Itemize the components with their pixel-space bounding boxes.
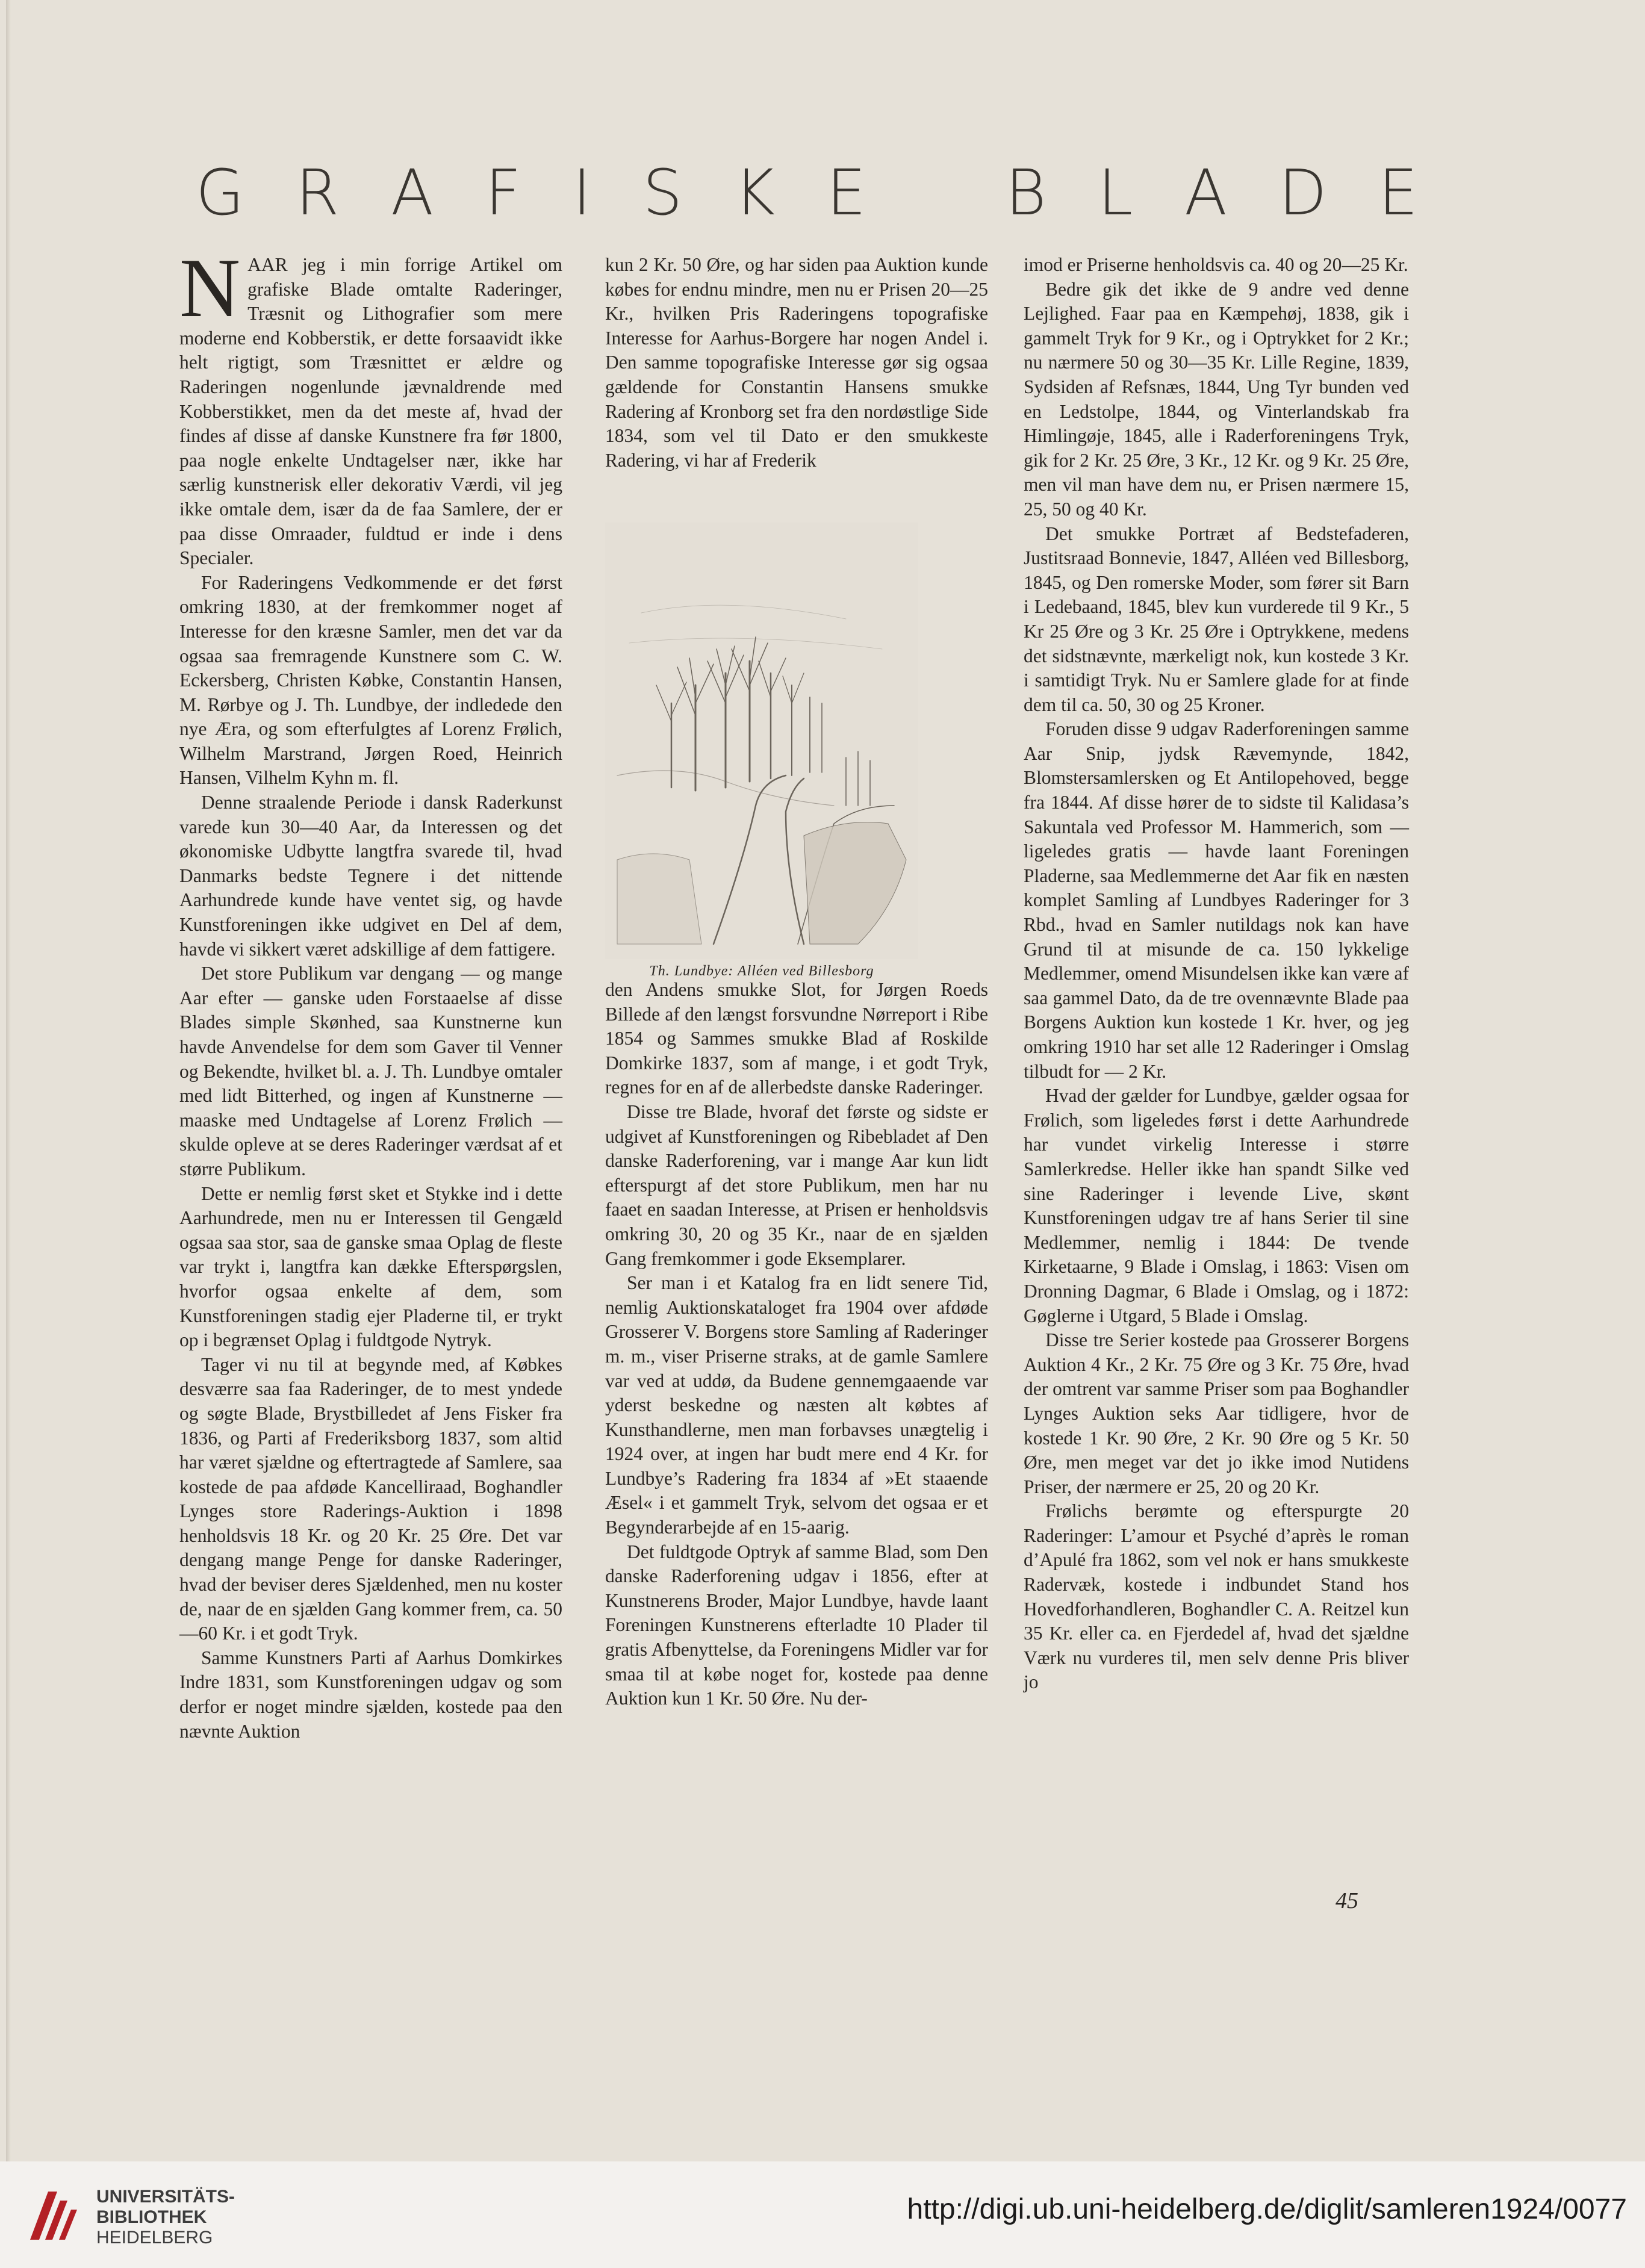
paragraph: Det fuldtgode Optryk af samme Blad, som Den danske Raderforening udgav i 1856, efter at Kunstnerens Broder, Major Lundbye, havde laant Foreningen Kunstnerens efterladte 10 Plader til gratis Afbenyttelse, da Foreningens Midler var for smaa til at købe noget for, kostede paa denne Auktion kun 1 Kr. 50 Øre. Nu der- — [605, 1541, 988, 1709]
paragraph: Tager vi nu til at begynde med, af Købkes desværre saa faa Raderinger, de to mest yndede og søgte Blade, Brystbilledet af Jens Fisker fra 1836, og Parti af Frederiksborg 1837, som altid har været sjældne og eftertragtede af Samlere, saa kostede de paa afdøde Kancelliraad, Boghandler Lynges store Raderings-Auktion i 1898 henholdsvis 18 Kr. og 20 Kr. 25 Øre. Det var dengang mange Penge for danske Raderinger, hvad der beviser deres Sjældenhed, men nu koster de, naar de en sjælden Gang kommer frem, ca. 50—60 Kr. i et godt Tryk. — [179, 1353, 562, 1644]
etching-image — [605, 523, 918, 959]
library-logo-icon — [24, 2186, 84, 2249]
drop-cap: N — [179, 241, 241, 335]
text-column-2-bottom — [605, 978, 988, 1711]
paragraph: For Raderingens Vedkommende er det først omkring 1830, at der fremkommer noget af Interesse for den kræsne Samler, men det var da ogsaa saa fremragende Kunstnere som C. W. Eckersberg, Christen Købke, Constantin Hansen, M. Rørbye og J. Th. Lundbye, der indledede den nye Æra, og som efterfulgtes af Lorenz Frølich, Wilhelm Marstrand, Jørgen Roed, Heinrich Hansen, Vilhelm Kyhn m. fl. — [179, 571, 562, 789]
paragraph: Denne straalende Periode i dansk Raderkunst varede kun 30—40 Aar, da Interessen og det økonomiske Udbytte langtfra svarede til, hvad Danmarks bedste Tegnere i det nittende Aarhundrede kunde have ventet sig, og havde Kunstforeningen ikke udgivet en Del af dem, havde vi sikkert været adskillige af dem fattigere. — [179, 792, 562, 960]
title-letter: S — [642, 156, 683, 229]
page-number: 45 — [1336, 1888, 1358, 1913]
paragraph: Hvad der gælder for Lundbye, gælder ogsaa for Frølich, som ligeledes først i dette Aarhundrede har vundet virkelig Interesse i større Samlerkredse. Heller ikke han spandt Silke ved sine Raderinger i levende Live, skønt Kunstforeningen udgav tre af hans Serier til sine Medlemmer, nemlig i 1844: De tvende Kirketaarne, 9 Blade i Omslag, i 1863: Visen om Dronning Dagmar, 6 Blade i Omslag, og i 1872: Gøglerne i Utgard, 5 Blade i Omslag. — [1024, 1085, 1409, 1326]
paragraph: Ser man i et Katalog fra en lidt senere Tid, nemlig Auktionskataloget fra 1904 over afdøde Grosserer V. Borgens store Samling af Raderinger m. m., viser Priserne straks, at de gamle Samlere var ved at uddø, da Budene gennemgaaende var yderst beskedne og næsten alt købtes af Kunsthandlerne, men man forbavses unægtelig i 1924 over, at ingen har budt mere end 4 Kr. for Lundbye’s Radering fra 1834 af »Et staaende Æsel« i et gammelt Tryk, selvom det ogsaa er et Begynderarbejde af en 15-aarig. — [605, 1272, 988, 1538]
page-title — [196, 151, 1418, 235]
text-column-1 — [179, 241, 562, 1744]
paragraph: Dette er nemlig først sket et Stykke ind i dette Aarhundrede, men nu er Interessen til Gengæld ogsaa saa stor, saa de ganske smaa Oplag de fleste var trykt i, langtfra kan dække Efterspørgslen, hvorfor ogsaa enkelte af dem, som Kunstforeningen stadig ejer Pladerne til, er trykt op i begrænset Oplag i fuldtgode Nytryk. — [179, 1182, 562, 1351]
title-letter: G — [196, 156, 244, 229]
paragraph: Foruden disse 9 udgav Raderforeningen samme Aar Snip, jydsk Rævemynde, 1842, Blomstersamlersken og Et Antilopehoved, begge fra 1844. Af disse hører de to sidste til Kalidasa’s Sakuntala ved Professor M. Hammerich, som — ligeledes gratis — havde laant Foreningen Pladerne, saa Medlemmerne det Aar fik en næsten komplet Samling af Lundbyes Raderinger for 3 Rbd., hvad en Samler nutildags nok kan have Grund til at misunde de ca. 150 lykkelige Medlemmer, omend Misundelsen ikke kan være af saa gammel Dato, da de tre ovennævnte Blade paa Borgens Auktion kun kostede 1 Kr. hver, og jeg omkring 1910 har set alle 12 Raderinger i Omslag tilbudt for — 2 Kr. — [1024, 718, 1409, 1082]
paragraph: Det smukke Portræt af Bedstefaderen, Justitsraad Bonnevie, 1847, Alléen ved Billesborg, 1845, og Den romerske Moder, som fører sit Barn i Ledebaand, 1845, blev kun vurderede til 9 Kr., 5 Kr 25 Øre og 3 Kr. 25 Øre i Optrykkene, medens det sidstnævnte, mærkeligt nok, kun kostede 3 Kr. i samtidigt Tryk. Nu er Samlere glade for at finde dem til ca. 50, 30 og 25 Kroner. — [1024, 523, 1409, 715]
paragraph: Disse tre Serier kostede paa Grosserer Borgens Auktion 4 Kr., 2 Kr. 75 Øre og 3 Kr. 75 Øre, hvad der omtrent var samme Priser som paa Boghandler Lynges Auktion seks Aar tidligere, hvor de kostede 1 Kr. 90 Øre, 2 Kr. 90 Øre og 5 Kr. 50 Øre, men meget var det jo ikke imod Nutidens Priser, der nærmere er 25, 20 og 20 Kr. — [1024, 1329, 1409, 1497]
title-letter: E — [1378, 156, 1418, 229]
source-url-link[interactable]: http://digi.ub.uni-heidelberg.de/diglit/samleren1924/0077 — [907, 2193, 1627, 2225]
title-letter: A — [391, 156, 434, 229]
title-letter: E — [826, 156, 866, 229]
title-letter: L — [1098, 156, 1133, 229]
paragraph: Bedre gik det ikke de 9 andre ved denne Lejlighed. Faar paa en Kæmpehøj, 1838, gik i gammelt Tryk for 9 Kr., og i Optrykket for 2 Kr.; nu nærmere 50 og 30—35 Kr. Lille Regine, 1839, Sydsiden af Refsnæs, 1844, Ung Tyr bunden ved en Ledstolpe, 1844, og Vinterlandskab fra Himlingøje, 1845, alle i Raderforeningens Tryk, gik for 2 Kr. 25 Øre, 3 Kr., 12 Kr. og 9 Kr. 25 Øre, men vil man have dem nu, er Prisen nærmere 15, 25, 50 og 40 Kr. — [1024, 278, 1409, 520]
title-letter: B — [1005, 156, 1046, 229]
paragraph: Frølichs berømte og efterspurgte 20 Raderinger: L’amour et Psyché d’après le roman d’Apulé fra 1862, som vel nok er hans smukkeste Radervæk, kostede i indbundet Stand hos Hovedforhandleren, Boghandler C. A. Reitzel kun 35 Kr. eller ca. en Fjerdedel af, hvad det sjældne Værk nu vurderes til, men selv denne Pris bliver jo — [1024, 1500, 1409, 1693]
title-letter: I — [573, 156, 591, 229]
etching-illustration — [605, 523, 918, 959]
title-letter: F — [485, 156, 521, 229]
page-gutter — [6, 0, 11, 2161]
paragraph: Samme Kunstners Parti af Aarhus Domkirkes Indre 1831, som Kunstforeningen udgav og som derfor er noget mindre sjælden, kostede paa den nævnte Auktion — [179, 1647, 562, 1742]
paragraph: imod er Priserne henholdsvis ca. 40 og 20—25 Kr. — [1024, 254, 1408, 275]
paragraph: kun 2 Kr. 50 Øre, og har siden paa Auktion kunde købes for endnu mindre, men nu er Prisen 20—25 Kr., hvilken Pris Raderingens topografiske Interesse for Aarhus-Borgere har nogen Andel i. Den samme topografiske Interesse gør sig ogsaa gældende for Constantin Hansens smukke Radering af Kronborg set fra den nordøstlige Side 1834, som vel til Dato er den smukkeste Radering, vi har af Frederik — [605, 254, 988, 471]
text-column-3 — [1024, 253, 1409, 1695]
title-letter: D — [1278, 156, 1327, 229]
title-letter: A — [1184, 156, 1228, 229]
paragraph: Disse tre Blade, hvoraf det første og sidste er udgivet af Kunstforeningen og Ribebladet af Den danske Raderforening, var i mange Aar kun lidt efterspurgt af det store Publikum, men har nu faaet en saadan Interesse, at Prisen er henholdsvis omkring 30, 20 og 35 Kr., naar de en sjælden Gang fremkommer i gode Eksemplarer. — [605, 1101, 988, 1269]
paragraph: AAR jeg i min forrige Artikel om grafiske Blade omtalte Raderinger, Træsnit og Lithografier som mere moderne end Kobberstik, er dette forsaavidt ikke helt rigtigt, som Træsnittet er ældre og Raderingen nogenlunde jævnaldrende med Kobberstikket, men da det meste af, hvad der findes af disse af danske Kunstnere fra før 1800, paa nogle enkelte Undtagelser nær, ikke har særlig kunstnerisk eller dekorativ Værdi, vil jeg ikke omtale dem, især da de faa Samlere, der er paa disse Omraader, fuldtud er inde i dens Specialer. — [179, 254, 562, 569]
title-letter: K — [734, 156, 776, 229]
title-letter: R — [296, 156, 340, 229]
text-column-2-top — [605, 253, 988, 473]
paragraph: den Andens smukke Slot, for Jørgen Roeds Billede af den længst forsvundne Nørreport i Ribe 1854 og Sammes smukke Blad af Roskilde Domkirke 1837, som af mange, i et godt Tryk, regnes for en af de allerbedste danske Raderinger. — [605, 979, 988, 1098]
figure-caption: Th. Lundbye: Alléen ved Billesborg — [649, 963, 874, 979]
library-name: UNIVERSITÄTS- BIBLIOTHEK HEIDELBERG — [96, 2187, 235, 2248]
paragraph: Det store Publikum var dengang — og mange Aar efter — ganske uden Forstaaelse af disse Blades simple Skønhed, saa Kunstnerne kun havde Anvendelse for dem som Gaver til Venner og Bekendte, hvilket bl. a. J. Th. Lundbye omtaler med lidt Bitterhed, og ingen af Kunstnerne — maaske med Undtagelse af Lorenz Frølich — skulde opleve at se deres Raderinger værdsat af et større Publikum. — [179, 963, 562, 1179]
